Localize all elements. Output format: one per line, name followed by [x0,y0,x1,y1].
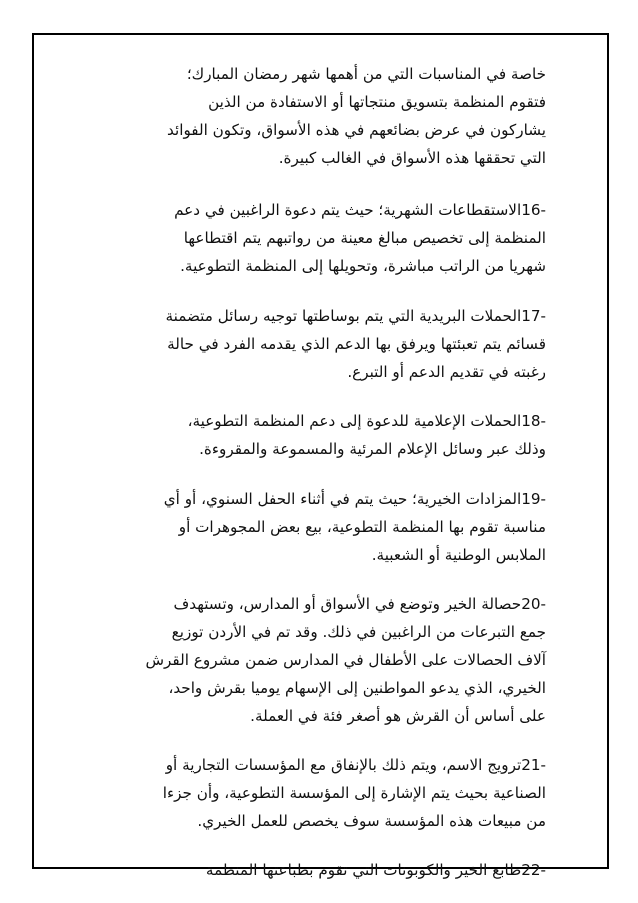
text-line: شهريا من الراتب مباشرة، وتحويلها إلى المنظمة التطوعية. [180,257,546,275]
text-line: رغبته في تقديم الدعم أو التبرع. [347,363,546,381]
text-line: -17الحملات البريدية التي يتم بوساطتها توجيه رسائل متضمنة [165,307,546,325]
text-line: -22طابع الخير والكوبونات التي تقوم بطباعتها المنظمة [205,861,546,879]
text-line: المنظمة إلى تخصيص مبالغ معينة من رواتبهم يتم اقتطاعها [183,229,546,247]
list-item-17 [96,302,546,386]
text-line: وذلك عبر وسائل الإعلام المرئية والمسموعة والمقروءة. [199,440,546,458]
text-line: خاصة في المناسبات التي من أهمها شهر رمضان المبارك؛ [186,65,546,83]
list-item-16 [96,196,546,280]
list-item-22 [96,856,546,884]
text-line: جمع التبرعات من الراغبين في ذلك. وقد تم في الأردن توزيع [171,623,546,641]
text-line: يشاركون في عرض بضائعهم في هذه الأسواق، وتكون الفوائد [167,121,546,139]
text-line: آلاف الحصالات على الأطفال في المدارس ضمن مشروع القرش [145,651,546,669]
text-line: من مبيعات هذه المؤسسة سوف يخصص للعمل الخيري. [197,812,546,830]
text-line: -20حصالة الخير وتوضع في الأسواق أو المدارس، وتستهدف [173,595,546,613]
text-line: مناسبة تقوم بها المنظمة التطوعية، بيع بعض المجوهرات أو [178,518,546,536]
text-line: على أساس أن القرش هو أصغر فئة في العملة. [250,707,546,725]
text-line: -18الحملات الإعلامية للدعوة إلى دعم المنظمة التطوعية، [187,412,546,430]
list-item-18 [96,407,546,463]
list-item-19 [96,485,546,569]
text-line: الصناعية بحيث يتم الإشارة إلى المؤسسة التطوعية، وأن جزءا [162,784,546,802]
text-line: التي تحققها هذه الأسواق في الغالب كبيرة. [278,149,546,167]
list-item-21 [96,751,546,835]
text-line: الملابس الوطنية أو الشعبية. [371,546,546,564]
intro-paragraph [96,60,546,172]
document-body [96,60,546,884]
text-line: -19المزادات الخيرية؛ حيث يتم في أثناء الحفل السنوي، أو أي [163,490,546,508]
text-line: قسائم يتم تعبئتها ويرفق بها الدعم الذي يقدمه الفرد في حالة [167,335,546,353]
text-line: -21ترويج الاسم، ويتم ذلك بالإنفاق مع المؤسسات التجارية أو [165,756,546,774]
text-line: الخيري، الذي يدعو المواطنين إلى الإسهام يوميا بقرش واحد، [168,679,546,697]
list-item-20 [96,590,546,730]
text-line: فتقوم المنظمة بتسويق منتجاتها أو الاستفادة من الذين [208,93,546,111]
text-line: -16الاستقطاعات الشهرية؛ حيث يتم دعوة الراغبين في دعم [174,201,546,219]
